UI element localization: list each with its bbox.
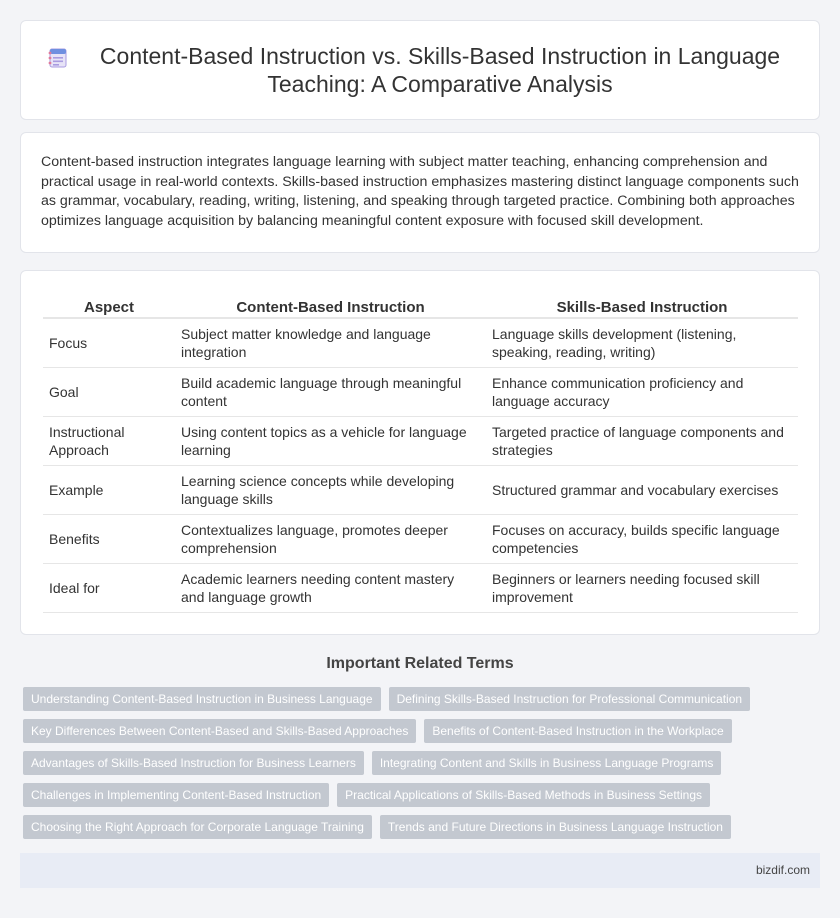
skills-based-cell: Structured grammar and vocabulary exercises bbox=[486, 466, 798, 515]
skills-based-cell: Enhance communication proficiency and language accuracy bbox=[486, 368, 798, 417]
aspect-cell: Instructional Approach bbox=[43, 417, 175, 466]
page-title: Content-Based Instruction vs. Skills-Based Instruction in Language Teaching: A Comparative Analysis bbox=[99, 43, 781, 97]
related-term-tag[interactable]: Practical Applications of Skills-Based Methods in Business Settings bbox=[337, 783, 710, 807]
table-header-row bbox=[43, 293, 798, 319]
skills-based-cell: Focuses on accuracy, builds specific language competencies bbox=[486, 515, 798, 564]
column-header: Content-Based Instruction bbox=[175, 293, 486, 319]
table-row bbox=[43, 319, 798, 368]
document-icon bbox=[47, 47, 69, 69]
related-term-tag[interactable]: Defining Skills-Based Instruction for Professional Communication bbox=[389, 687, 751, 711]
aspect-cell: Ideal for bbox=[43, 564, 175, 613]
table-row bbox=[43, 368, 798, 417]
related-term-tag[interactable]: Key Differences Between Content-Based and Skills-Based Approaches bbox=[23, 719, 416, 743]
content-based-cell: Contextualizes language, promotes deeper comprehension bbox=[175, 515, 486, 564]
table-row bbox=[43, 515, 798, 564]
related-term-tag[interactable]: Challenges in Implementing Content-Based Instruction bbox=[23, 783, 329, 807]
intro-card bbox=[20, 132, 820, 253]
table-row bbox=[43, 417, 798, 466]
content-based-cell: Learning science concepts while developing language skills bbox=[175, 466, 486, 515]
comparison-table bbox=[43, 293, 798, 613]
aspect-cell: Benefits bbox=[43, 515, 175, 564]
skills-based-cell: Language skills development (listening, speaking, reading, writing) bbox=[486, 319, 798, 368]
related-term-tag[interactable]: Trends and Future Directions in Business Language Instruction bbox=[380, 815, 731, 839]
related-term-tag[interactable]: Benefits of Content-Based Instruction in the Workplace bbox=[424, 719, 731, 743]
related-term-tag[interactable]: Advantages of Skills-Based Instruction for Business Learners bbox=[23, 751, 364, 775]
aspect-cell: Example bbox=[43, 466, 175, 515]
footer bbox=[20, 853, 820, 888]
related-term-tag[interactable]: Integrating Content and Skills in Business Language Programs bbox=[372, 751, 722, 775]
related-term-tag[interactable]: Understanding Content-Based Instruction in Business Language bbox=[23, 687, 381, 711]
related-term-tag[interactable]: Choosing the Right Approach for Corporate Language Training bbox=[23, 815, 372, 839]
skills-based-cell: Beginners or learners needing focused skill improvement bbox=[486, 564, 798, 613]
table-row bbox=[43, 564, 798, 613]
comparison-card bbox=[20, 270, 820, 635]
header-card bbox=[20, 20, 820, 120]
column-header: Aspect bbox=[43, 293, 175, 319]
aspect-cell: Goal bbox=[43, 368, 175, 417]
intro-text: Content-based instruction integrates language learning with subject matter teaching, enhancing comprehension and practical usage in real-world contexts. Skills-based instruction emphasizes mastering distinct language components such as grammar, vocabulary, reading, writing, listening, and speaking through targeted practice. Combining both approaches optimizes language acquisition by balancing meaningful content exposure with focused skill development. bbox=[41, 154, 799, 229]
skills-based-cell: Targeted practice of language components and strategies bbox=[486, 417, 798, 466]
aspect-cell: Focus bbox=[43, 319, 175, 368]
column-header: Skills-Based Instruction bbox=[486, 293, 798, 319]
content-based-cell: Subject matter knowledge and language integration bbox=[175, 319, 486, 368]
related-terms-title: Important Related Terms bbox=[326, 655, 514, 672]
content-based-cell: Academic learners needing content mastery and language growth bbox=[175, 564, 486, 613]
related-terms-list bbox=[23, 687, 823, 839]
table-row bbox=[43, 466, 798, 515]
footer-site-link[interactable]: bizdif.com bbox=[755, 863, 810, 877]
content-based-cell: Build academic language through meaningful content bbox=[175, 368, 486, 417]
content-based-cell: Using content topics as a vehicle for language learning bbox=[175, 417, 486, 466]
